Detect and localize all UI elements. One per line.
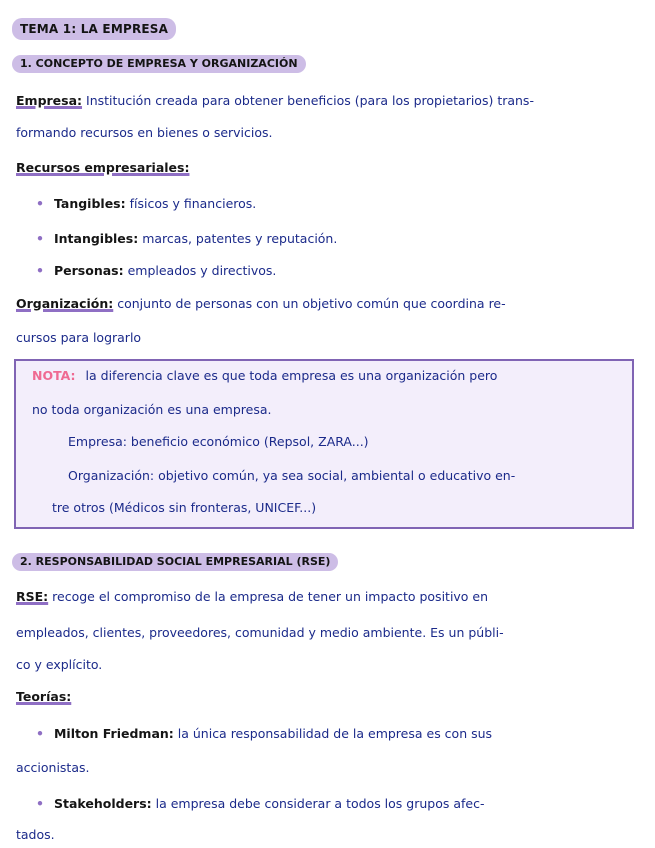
recurso-term: Tangibles: [53,196,126,211]
note-line-5: tre otros (Médicos sin fronteras, UNICEF...) [52,500,317,515]
recurso-text: marcas, patentes y reputación. [142,231,338,246]
teoria-term: Milton Friedman: [53,726,174,741]
rse-term: RSE: [16,589,49,604]
organizacion-term: Organización: [16,296,114,311]
list-item [36,230,626,248]
note-text-1: la diferencia clave es que toda empresa es una organización pero [85,368,498,383]
empresa-definition-line-2: formando recursos en bienes o servicios. [16,125,273,140]
rse-text-1: recoge el compromiso de la empresa de tener un impacto positivo en [52,589,489,604]
note-line-2: no toda organización es una empresa. [32,402,272,417]
empresa-text-1: Institución creada para obtener beneficios (para los propietarios) trans- [86,93,534,108]
section-2-heading: 2. RESPONSABILIDAD SOCIAL EMPRESARIAL (RSE) [12,553,338,571]
list-item [36,262,626,280]
rse-definition-line-3: co y explícito. [16,657,103,672]
rse-definition-line-1 [16,588,636,606]
empresa-term: Empresa: [16,93,83,108]
teorias-heading: Teorías: [16,689,72,704]
bullet-icon: • [36,796,44,811]
list-item [36,795,626,813]
recursos-heading-line [16,159,636,177]
bullet-icon: • [36,231,44,246]
recurso-term: Intangibles: [53,231,139,246]
note-tag: NOTA: [32,368,76,383]
recurso-text: empleados y directivos. [127,263,277,278]
teoria-line-2: accionistas. [16,760,90,775]
teoria-text-1: la empresa debe considerar a todos los grupos afec- [155,796,485,811]
note-line-3: Empresa: beneficio económico (Repsol, ZARA...) [68,434,369,449]
note-line-1 [32,367,497,385]
rse-definition-line-2: empleados, clientes, proveedores, comunidad y medio ambiente. Es un públi- [16,625,504,640]
recursos-heading: Recursos empresariales: [16,160,190,175]
recurso-term: Personas: [53,263,124,278]
organizacion-definition-line-2: cursos para lograrlo [16,330,142,345]
list-item [36,725,626,743]
teoria-line-2: tados. [16,827,55,842]
bullet-icon: • [36,726,44,741]
list-item [36,195,626,213]
organizacion-definition-line-1 [16,295,636,313]
note-box [14,359,634,529]
empresa-definition-line-1 [16,92,636,110]
teoria-term: Stakeholders: [53,796,152,811]
note-line-4: Organización: objetivo común, ya sea social, ambiental o educativo en- [68,468,516,483]
bullet-icon: • [36,263,44,278]
bullet-icon: • [36,196,44,211]
teoria-text-1: la única responsabilidad de la empresa es con sus [177,726,493,741]
recurso-text: físicos y financieros. [129,196,257,211]
page-title: TEMA 1: LA EMPRESA [12,18,176,40]
organizacion-text-1: conjunto de personas con un objetivo común que coordina re- [117,296,506,311]
teorias-heading-line [16,688,636,706]
section-1-heading: 1. CONCEPTO DE EMPRESA Y ORGANIZACIÓN [12,55,306,73]
